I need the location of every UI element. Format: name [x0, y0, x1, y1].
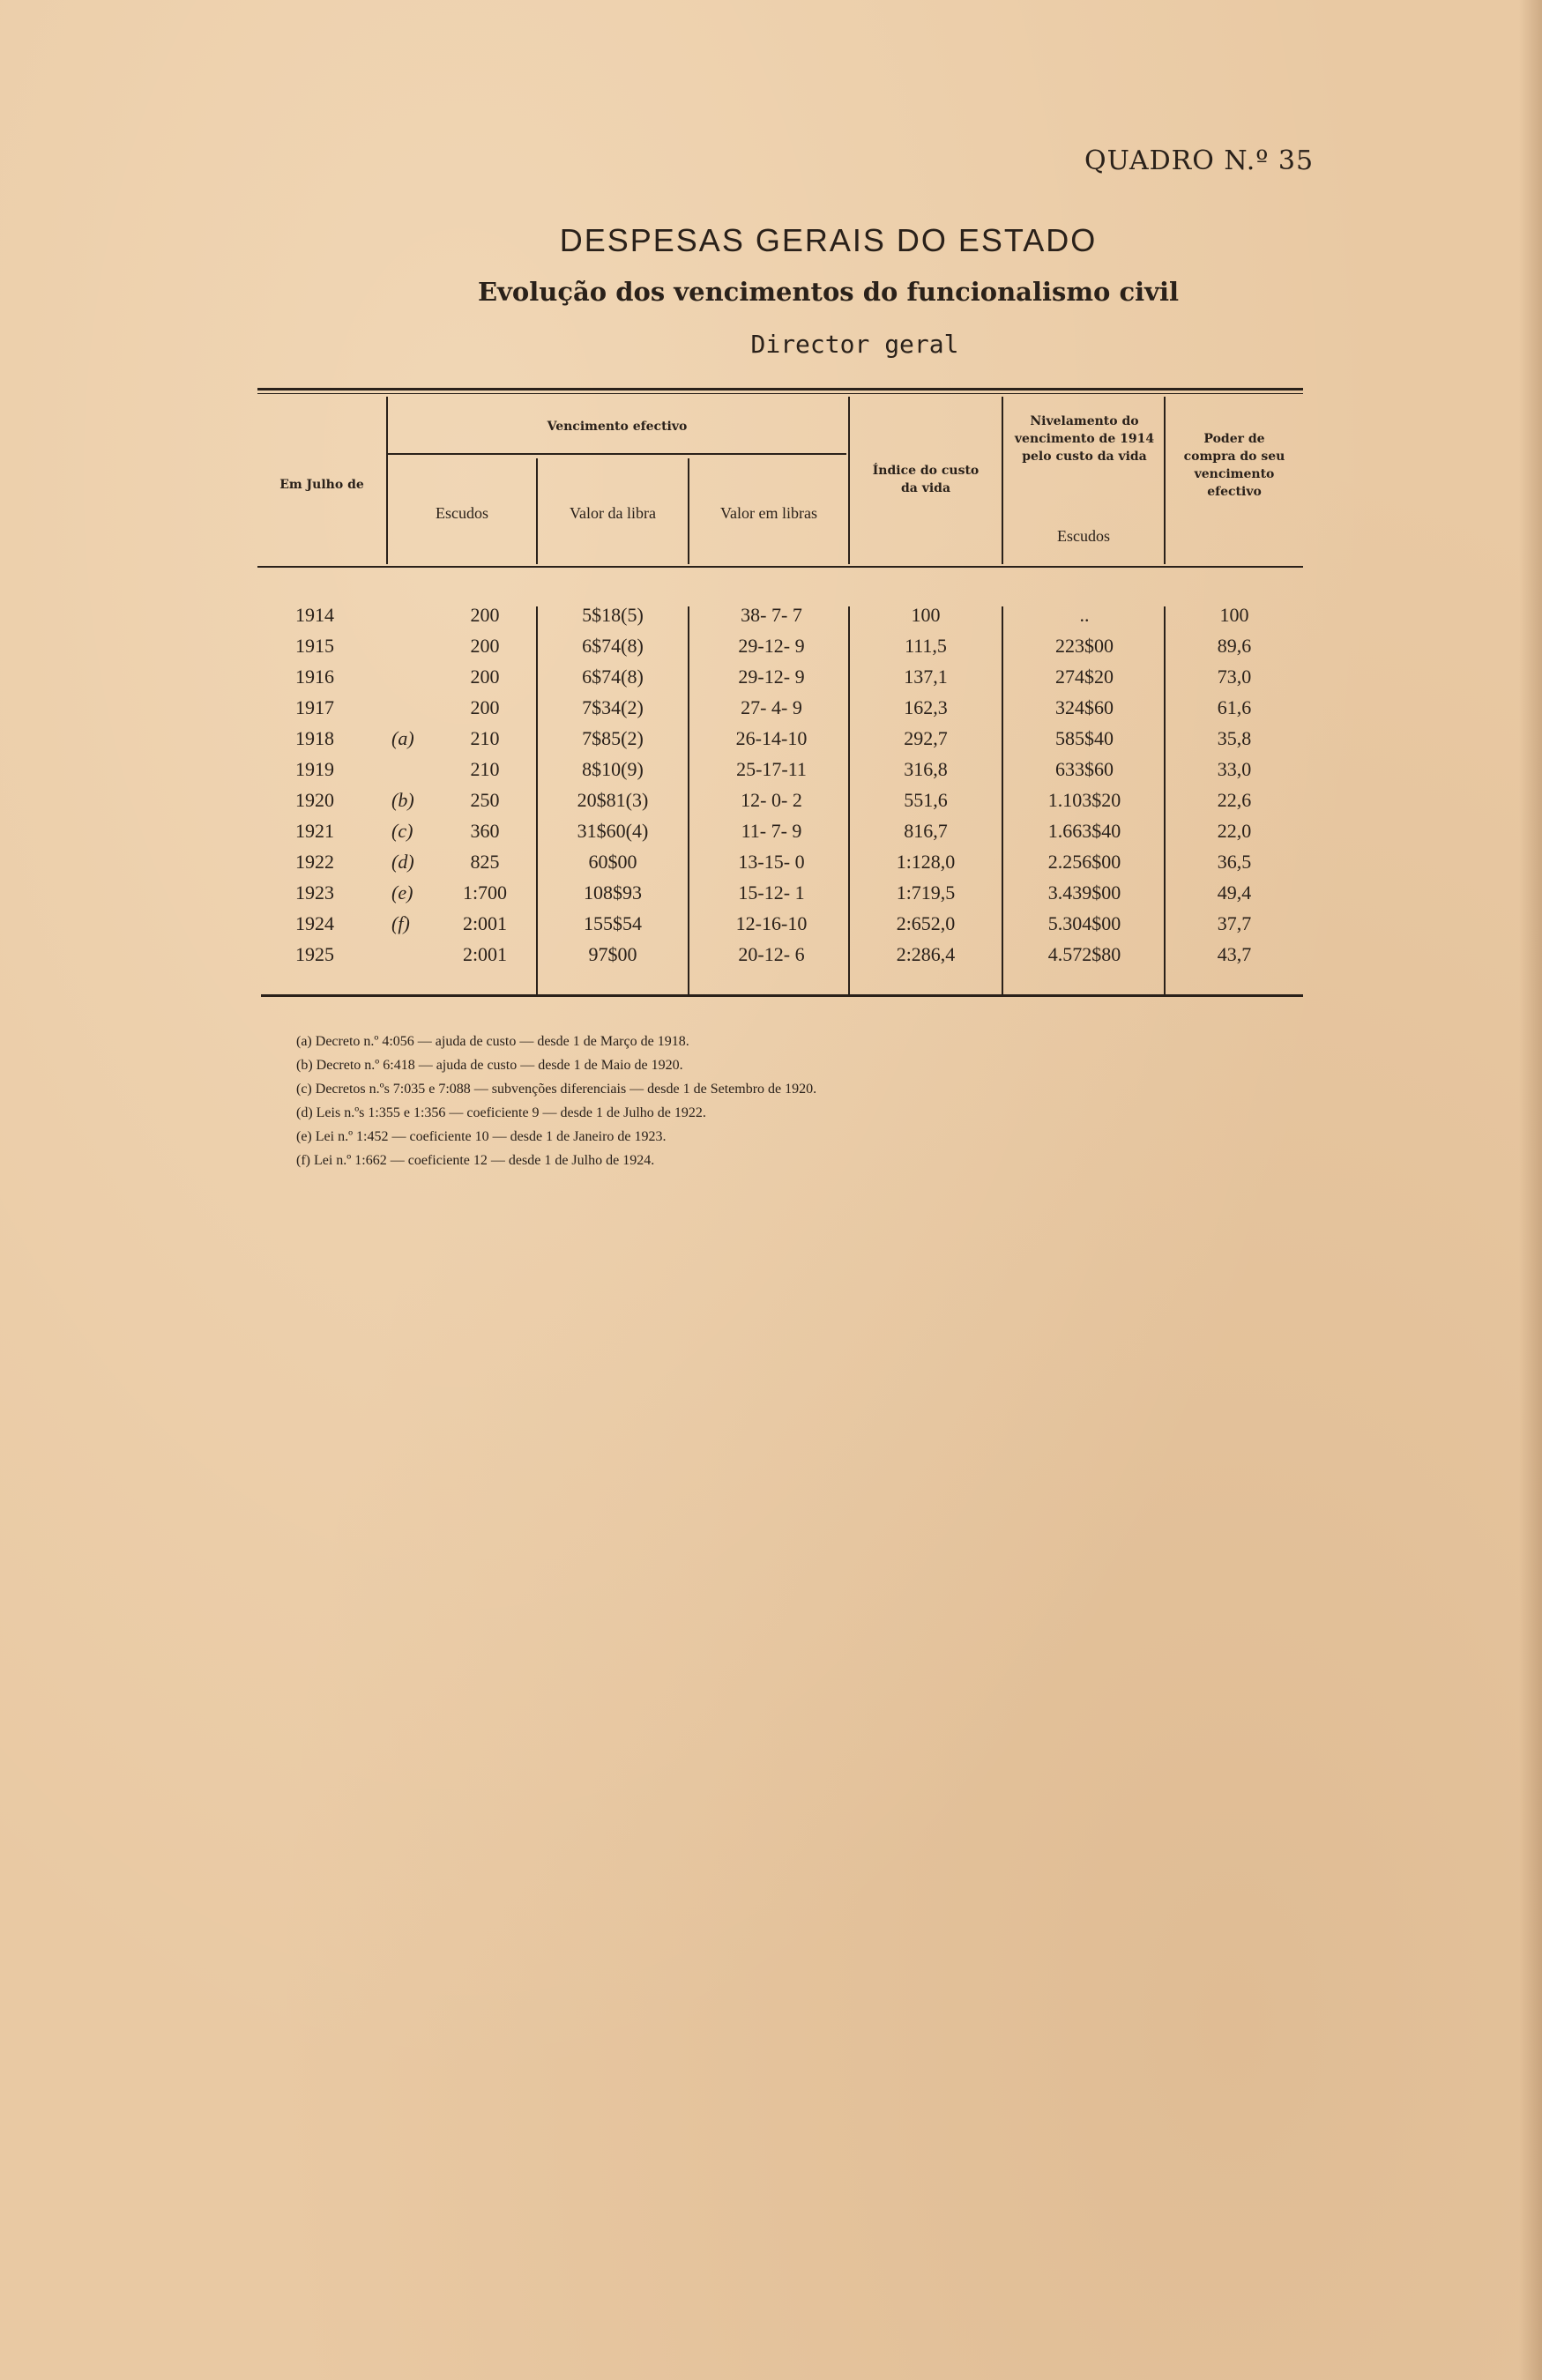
row-1918-valor-da-libra: 7$85(2) [582, 727, 644, 749]
row-1915-nivelamento: 223$00 [1055, 635, 1114, 657]
row-1915-poder: 89,6 [1217, 635, 1252, 657]
row-1923-poder: 49,4 [1217, 881, 1252, 904]
footnote-b: (b) Decreto n.º 6:418 — ajuda de custo — desde 1 de Maio de 1920. [296, 1058, 683, 1073]
row-1923-note: (e) [391, 881, 413, 904]
row-1919-valor-da-libra: 8$10(9) [582, 758, 644, 780]
row-1921-nivelamento: 1.663$40 [1047, 820, 1121, 842]
row-1922-nivelamento: 2.256$00 [1047, 851, 1121, 873]
row-1915-valor-em-libras: 29-12- 9 [738, 635, 805, 657]
row-1921-indice: 816,7 [904, 820, 948, 842]
row-1920-indice: 551,6 [904, 789, 948, 811]
header-valor-em-libras: Valor em libras [720, 504, 817, 522]
footnote-e: (e) Lei n.º 1:452 — coeficiente 10 — desde 1 de Janeiro de 1923. [296, 1129, 667, 1144]
row-1918-valor-em-libras: 26-14-10 [735, 727, 808, 749]
row-1920-escudos: 250 [470, 789, 500, 811]
table-bottom-rule [261, 994, 1303, 997]
row-1919-valor-em-libras: 25-17-11 [736, 758, 807, 780]
header-nivelamento: Nivelamento do vencimento de 1914 pelo custo da vida [1014, 414, 1155, 464]
row-1922-valor-em-libras: 13-15- 0 [738, 851, 805, 873]
row-1917-escudos: 200 [470, 696, 500, 718]
row-1917-valor-em-libras: 27- 4- 9 [741, 696, 802, 718]
row-1919-nivelamento: 633$60 [1055, 758, 1114, 780]
row-1922-valor-da-libra: 60$00 [588, 851, 637, 873]
row-1921-valor-da-libra: 31$60(4) [577, 820, 649, 842]
body-divider [1002, 606, 1003, 994]
row-1914-nivelamento: .. [1079, 604, 1090, 626]
row-1924-valor-em-libras: 12-16-10 [735, 912, 808, 934]
row-1916-valor-em-libras: 29-12- 9 [738, 666, 805, 688]
row-1917-nivelamento: 324$60 [1055, 696, 1114, 718]
header-bottom-rule [257, 566, 1303, 568]
row-1918-year: 1918 [295, 727, 334, 749]
row-1924-escudos: 2:001 [462, 912, 508, 934]
row-1919-year: 1919 [295, 758, 334, 780]
header-valor-da-libra: Valor da libra [570, 504, 656, 522]
row-1914-year: 1914 [295, 604, 334, 626]
row-1923-indice: 1:719,5 [896, 881, 956, 904]
header-vencimento-efectivo: Vencimento efectivo [547, 420, 688, 434]
row-1925-escudos: 2:001 [462, 943, 508, 965]
row-1914-note [391, 600, 427, 630]
row-1925-year: 1925 [295, 943, 334, 965]
row-1921-escudos: 360 [470, 820, 500, 842]
header-poder-compra: Poder de compra do seu vencimento efectivo [1183, 432, 1285, 499]
footnote-c: (c) Decretos n.ºs 7:035 e 7:088 — subvenções diferenciais — desde 1 de Setembro de 1920. [296, 1082, 817, 1097]
row-1916-poder: 73,0 [1217, 666, 1252, 688]
row-1919-escudos: 210 [470, 758, 500, 780]
row-1915-valor-da-libra: 6$74(8) [582, 635, 644, 657]
row-1923-valor-da-libra: 108$93 [584, 881, 642, 904]
row-1917-poder: 61,6 [1217, 696, 1252, 718]
footnote-f: (f) Lei n.º 1:662 — coeficiente 12 — desde 1 de Julho de 1924. [296, 1153, 655, 1168]
header-escudos: Escudos [436, 504, 488, 522]
row-1922-indice: 1:128,0 [896, 851, 956, 873]
row-1925-indice: 2:286,4 [896, 943, 956, 965]
table-top-rule [257, 388, 1303, 390]
row-1914-valor-em-libras: 38- 7- 7 [741, 604, 802, 626]
row-1924-poder: 37,7 [1217, 912, 1252, 934]
row-1925-nivelamento: 4.572$80 [1047, 943, 1121, 965]
row-1914-poder: 100 [1219, 604, 1249, 626]
row-1925-note [391, 940, 427, 970]
header-nivelamento-unit: Escudos [1057, 527, 1110, 545]
row-1916-year: 1916 [295, 666, 334, 688]
quadro-number: QUADRO N.º 35 [1084, 145, 1315, 176]
row-1919-indice: 316,8 [904, 758, 948, 780]
row-1920-nivelamento: 1.103$20 [1047, 789, 1121, 811]
row-1923-escudos: 1:700 [462, 881, 508, 904]
footnotes [296, 1030, 816, 1172]
row-1920-valor-da-libra: 20$81(3) [577, 789, 649, 811]
row-1924-year: 1924 [295, 912, 334, 934]
row-1921-note: (c) [391, 820, 413, 842]
row-1919-poder: 33,0 [1217, 758, 1252, 780]
row-1924-note: (f) [391, 912, 410, 934]
row-1919-note [391, 755, 427, 785]
row-1914-valor-da-libra: 5$18(5) [582, 604, 644, 626]
row-1917-note [391, 693, 427, 723]
row-1924-nivelamento: 5.304$00 [1047, 912, 1121, 934]
row-1920-note: (b) [391, 789, 414, 811]
page-subtitle: Evolução dos vencimentos do funcionalismo civil [477, 277, 1180, 307]
row-1916-valor-da-libra: 6$74(8) [582, 666, 644, 688]
row-1918-indice: 292,7 [904, 727, 948, 749]
header-divider [848, 397, 850, 564]
row-1921-valor-em-libras: 11- 7- 9 [741, 820, 802, 842]
row-1922-escudos: 825 [470, 851, 500, 873]
header-indice-custo-vida: Índice do custo da vida [872, 464, 980, 495]
footnote-d: (d) Leis n.ºs 1:355 e 1:356 — coeficiente 9 — desde 1 de Julho de 1922. [296, 1105, 706, 1120]
row-1915-indice: 111,5 [905, 635, 947, 657]
row-1924-valor-da-libra: 155$54 [584, 912, 642, 934]
row-1920-valor-em-libras: 12- 0- 2 [741, 789, 802, 811]
row-1921-year: 1921 [295, 820, 334, 842]
header-year: Em Julho de [279, 478, 364, 492]
row-1922-poder: 36,5 [1217, 851, 1252, 873]
row-1924-indice: 2:652,0 [896, 912, 956, 934]
body-divider [688, 606, 689, 994]
header-divider [1164, 397, 1166, 564]
row-1917-year: 1917 [295, 696, 334, 718]
row-1923-year: 1923 [295, 881, 334, 904]
group-rule [388, 453, 846, 455]
row-1921-poder: 22,0 [1217, 820, 1252, 842]
row-1923-nivelamento: 3.439$00 [1047, 881, 1121, 904]
row-1920-poder: 22,6 [1217, 789, 1252, 811]
row-1916-escudos: 200 [470, 666, 500, 688]
row-1925-valor-da-libra: 97$00 [588, 943, 637, 965]
row-1918-poder: 35,8 [1217, 727, 1252, 749]
row-1918-nivelamento: 585$40 [1055, 727, 1114, 749]
row-1914-escudos: 200 [470, 604, 500, 626]
row-1916-indice: 137,1 [904, 666, 948, 688]
row-1915-year: 1915 [295, 635, 334, 657]
row-1914-indice: 100 [911, 604, 941, 626]
row-1918-note: (a) [391, 727, 414, 749]
row-1915-note [391, 631, 427, 661]
row-1917-valor-da-libra: 7$34(2) [582, 696, 644, 718]
row-1918-escudos: 210 [470, 727, 500, 749]
row-1922-note: (d) [391, 851, 414, 873]
row-1922-year: 1922 [295, 851, 334, 873]
row-1925-poder: 43,7 [1217, 943, 1252, 965]
row-1925-valor-em-libras: 20-12- 6 [738, 943, 805, 965]
footnote-a: (a) Decreto n.º 4:056 — ajuda de custo — desde 1 de Março de 1918. [296, 1034, 689, 1049]
row-1920-year: 1920 [295, 789, 334, 811]
row-1916-nivelamento: 274$20 [1055, 666, 1114, 688]
position-title: Director geral [750, 330, 959, 359]
row-1916-note [391, 662, 427, 692]
table-top-rule-thin [257, 393, 1303, 394]
page-title: DESPESAS GERAIS DO ESTADO [559, 222, 1098, 258]
row-1923-valor-em-libras: 15-12- 1 [738, 881, 805, 904]
row-1915-escudos: 200 [470, 635, 500, 657]
row-1917-indice: 162,3 [904, 696, 948, 718]
